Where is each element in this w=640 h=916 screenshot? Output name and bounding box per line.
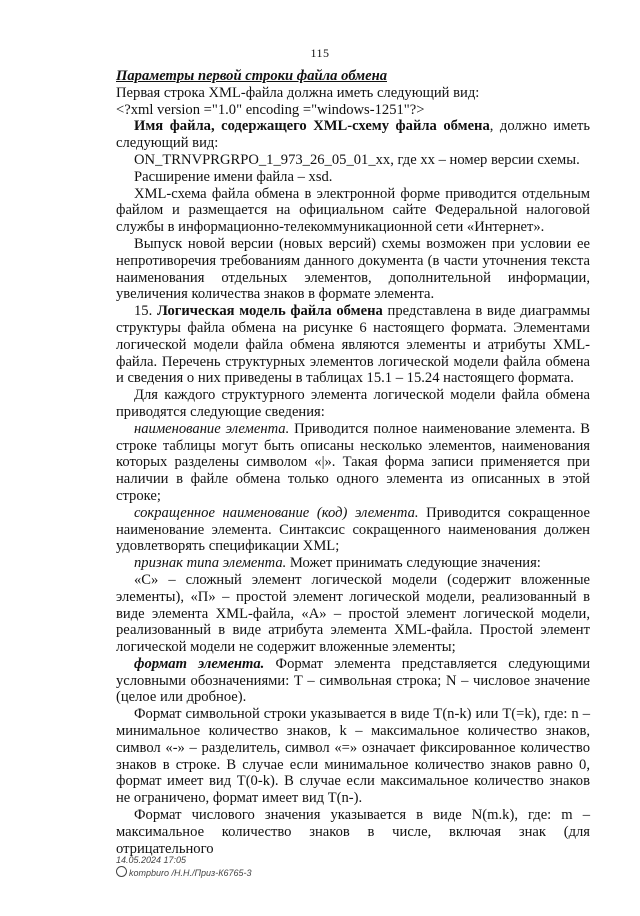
paragraph-text: Может принимать следующие значения: bbox=[286, 555, 541, 572]
italic-term: сокращенное наименование (код) элемента. bbox=[134, 504, 419, 521]
schema-filename: ON_TRNVPRGRPO_1_973_26_05_01_xx, где хх – номер версии схемы. bbox=[134, 151, 580, 168]
numbered-paragraph bbox=[116, 303, 590, 387]
paragraph bbox=[116, 118, 590, 152]
paragraph-text: представлена в виде диаграммы структуры файла обмена на рисунке 6 настоящего формата. Элементами логической модели файла обмена являются элементы и атрибуты XML-файла. Перечень структурных элементов логической модели файла обмена и сведения о них приведены в таблицах 15.1 – 15.24 настоящего формата. bbox=[116, 303, 590, 387]
paragraph-text: Формат элемента представляется следующими условными обозначениями: Т – символьная строка; N – числовое значение (целое или дробное). bbox=[116, 655, 590, 706]
document-body bbox=[116, 68, 590, 857]
page-number: 115 bbox=[310, 46, 330, 60]
footer-signature-line bbox=[116, 866, 252, 879]
paragraph-text: , должно иметь следующий вид: bbox=[116, 118, 590, 152]
paragraph: Расширение имени файла – xsd. bbox=[134, 168, 333, 185]
paragraph: XML-схема файла обмена в электронной форме приводится отдельным файлом и размещается на официальном сайте Федеральной налоговой службы в информационно-телекоммуникационной сети «Интернет». bbox=[116, 185, 590, 236]
bold-term: Логическая модель файла обмена bbox=[156, 303, 383, 320]
paragraph: Выпуск новой версии (новых версий) схемы возможен при условии ее непротиворечия требованиям данного документа (в части уточнения текста наименования отдельных элементов, дополнительной информации, увеличения количества знаков в формате элемента. bbox=[116, 235, 590, 303]
paragraph: Для каждого структурного элемента логической модели файла обмена приводятся следующие сведения: bbox=[116, 387, 590, 420]
footer-signature: kompburo /Н.Н./Приз-К6765-3 bbox=[129, 868, 252, 878]
paragraph bbox=[116, 421, 590, 505]
paragraph-text: Приводится полное наименование элемента. В строке таблицы могут быть описаны несколько элементов, наименования которых разделены символом «|». Такая форма записи применяется при наличии в файле обмена только одного элемента из описанных в этой строке; bbox=[116, 420, 591, 504]
paragraph bbox=[116, 555, 590, 572]
paragraph: Формат числового значения указывается в виде N(m.k), где: m – максимальное количество знаков в числе, включая знак (для отрицательного bbox=[116, 807, 590, 857]
paragraph: Первая строка XML-файла должна иметь следующий вид: bbox=[116, 84, 480, 101]
paragraph-text: Приводится сокращенное наименование элемента. Синтаксис сокращенного наименования должен удовлетворять спецификации XML; bbox=[116, 504, 590, 555]
xml-declaration: <?xml version ="1.0" encoding ="windows-1251"?> bbox=[116, 101, 425, 118]
bold-term: Имя файла, содержащего XML-схему файла обмена bbox=[134, 118, 490, 135]
paragraph bbox=[116, 505, 590, 555]
stamp-icon bbox=[116, 866, 127, 877]
footer-date: 14.05.2024 17:05 bbox=[116, 855, 187, 865]
section-heading: Параметры первой строки файла обмена bbox=[116, 68, 388, 84]
signature-footer bbox=[116, 855, 252, 879]
italic-term: признак типа элемента. bbox=[134, 555, 287, 572]
paragraph: Формат символьной строки указывается в виде Т(n-k) или Т(=k), где: n – минимальное количество знаков, k – максимальное количество знаков, символ «-» – разделитель, символ «=» означает фиксированное количество знаков в строке. В случае если минимальное количество знаков равно 0, формат имеет вид Т(0-k). В случае если максимальное количество знаков не ограничено, формат имеет вид Т(n-). bbox=[116, 706, 590, 807]
paragraph: «С» – сложный элемент логической модели (содержит вложенные элементы), «П» – простой элемент логической модели, реализованный в виде элемента XML-файла, «А» – простой элемент логической модели, реализованный в виде атрибута элемента XML-файла. Простой элемент логической модели не содержит вложенные элементы; bbox=[116, 571, 590, 656]
clause-number: 15. bbox=[134, 303, 157, 320]
paragraph bbox=[116, 656, 590, 706]
bold-italic-term: формат элемента. bbox=[134, 655, 265, 672]
italic-term: наименование элемента. bbox=[134, 420, 290, 437]
